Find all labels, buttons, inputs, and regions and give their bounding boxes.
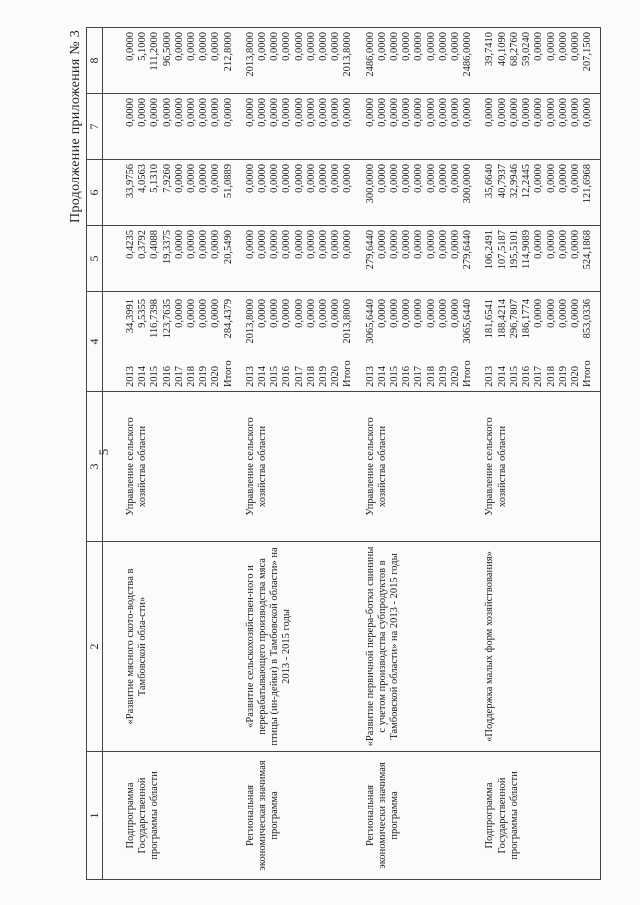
program-name: «Поддержка малых форм хозяйствования» (480, 542, 600, 752)
table-row (361, 28, 481, 880)
program-name: «Развитие первичной перера-ботки свинины с учетом производства субпродуктов в Тамбовской области» на 2013 - 2015 годы (361, 542, 481, 752)
funding-regional: 33,9756 4,0563 5,1310 7,9260 0,0000 0,0000 0,0000 0,0000 51,0889 (103, 160, 241, 226)
col-number-4: 4 (87, 292, 103, 392)
funding-local: 0,0000 0,0000 0,0000 0,0000 0,0000 0,0000 0,0000 0,0000 0,0000 (480, 94, 600, 160)
program-executor: Управление сельского хозяйства области (480, 392, 600, 542)
total-funding: 181,6541 188,4214 296,7807 186,1774 0,0000 0,0000 0,0000 0,0000 853,0336 (484, 299, 594, 339)
years-values: 2013 2014 2015 2016 2017 2018 2019 2020 Итого (125, 360, 234, 387)
col-number-6: 6 (87, 160, 103, 226)
program-name: «Развитие мясного ското-водства в Тамбовской обла-сти» (103, 542, 241, 752)
program-type: Подпрограмма Государственной программы области (103, 752, 241, 880)
years-values: 2013 2014 2015 2016 2017 2018 2019 2020 Итого (484, 360, 594, 387)
program-executor: Управление сельского хозяйства области (361, 392, 481, 542)
funding-local: 0,0000 0,0000 0,0000 0,0000 0,0000 0,0000 0,0000 0,0000 0,0000 (361, 94, 481, 160)
funding-regional: 0,0000 0,0000 0,0000 0,0000 0,0000 0,0000 0,0000 0,0000 0,0000 (241, 160, 361, 226)
funding-extrabudget: 2486,0000 0,0000 0,0000 0,0000 0,0000 0,0000 0,0000 0,0000 2486,0000 (361, 28, 481, 94)
years-list (480, 292, 600, 392)
years-values: 2013 2014 2015 2016 2017 2018 2019 2020 Итого (244, 360, 354, 387)
program-executor: Управление сельского хозяйства области (241, 392, 361, 542)
program-type: Подпрограмма Государственной программы области (480, 752, 600, 880)
years-values: 2013 2014 2015 2016 2017 2018 2019 2020 Итого (364, 360, 474, 387)
funding-extrabudget: 0,0000 5,1000 111,2000 96,5000 0,0000 0,0000 0,0000 0,0000 212,8000 (103, 28, 241, 94)
total-funding: 2013,8000 0,0000 0,0000 0,0000 0,0000 0,0000 0,0000 0,0000 2013,8000 (244, 299, 354, 344)
program-name: «Развитие сельскохозяйствен-ного и перерабатывающего производства мяса птицы (ин-дейки) в Тамбовской области» на 2013 - 2015 годы (241, 542, 361, 752)
col-number-1: 1 (87, 752, 103, 880)
years-list (361, 292, 481, 392)
col-number-3: 3 (87, 392, 103, 542)
col-number-8: 8 (87, 28, 103, 94)
column-number-row (87, 28, 103, 880)
funding-regional: 35,6640 40,7937 32,9946 12,2445 0,0000 0,0000 0,0000 0,0000 121,6968 (480, 160, 600, 226)
program-type: Региональная экономическая значимая программа (241, 752, 361, 880)
funding-federal: 106,2491 107,5187 195,5101 114,9089 0,0000 0,0000 0,0000 0,0000 524,1868 (480, 226, 600, 292)
table-row (103, 28, 241, 880)
funding-extrabudget: 39,7410 40,1090 68,2760 59,0240 0,0000 0,0000 0,0000 0,0000 207,1500 (480, 28, 600, 94)
years-list (103, 292, 241, 392)
funding-extrabudget: 2013,8000 0,0000 0,0000 0,0000 0,0000 0,0000 0,0000 0,0000 2013,8000 (241, 28, 361, 94)
funding-local: 0,0000 0,0000 0,0000 0,0000 0,0000 0,0000 0,0000 0,0000 0,0000 (103, 94, 241, 160)
program-type: Региональная экономически значимая программа (361, 752, 481, 880)
program-executor: Управление сельского хозяйства области (103, 392, 241, 542)
funding-federal: 0,4235 0,3792 0,4088 19,3375 0,0000 0,0000 0,0000 0,0000 20,5490 (103, 226, 241, 292)
continuation-heading: Продолжение приложения № 3 (68, 30, 83, 223)
col-number-2: 2 (87, 542, 103, 752)
funding-local: 0,0000 0,0000 0,0000 0,0000 0,0000 0,0000 0,0000 0,0000 0,0000 (241, 94, 361, 160)
years-list (241, 292, 361, 392)
rotated-landscape-content (60, 12, 594, 892)
total-funding: 3065,6440 0,0000 0,0000 0,0000 0,0000 0,0000 0,0000 0,0000 3065,6440 (364, 299, 474, 344)
table-row (480, 28, 600, 880)
funding-regional: 300,0000 0,0000 0,0000 0,0000 0,0000 0,0000 0,0000 0,0000 300,0000 (361, 160, 481, 226)
col-number-5: 5 (87, 226, 103, 292)
col-number-7: 7 (87, 94, 103, 160)
funding-federal: 279,6440 0,0000 0,0000 0,0000 0,0000 0,0000 0,0000 0,0000 279,6440 (361, 226, 481, 292)
funding-federal: 0,0000 0,0000 0,0000 0,0000 0,0000 0,0000 0,0000 0,0000 0,0000 (241, 226, 361, 292)
funding-table (86, 27, 601, 880)
total-funding: 34,3991 9,5355 116,7398 123,7635 0,0000 0,0000 0,0000 0,0000 284,4379 (125, 299, 234, 339)
table-row (241, 28, 361, 880)
page-number: 5 (96, 448, 111, 456)
